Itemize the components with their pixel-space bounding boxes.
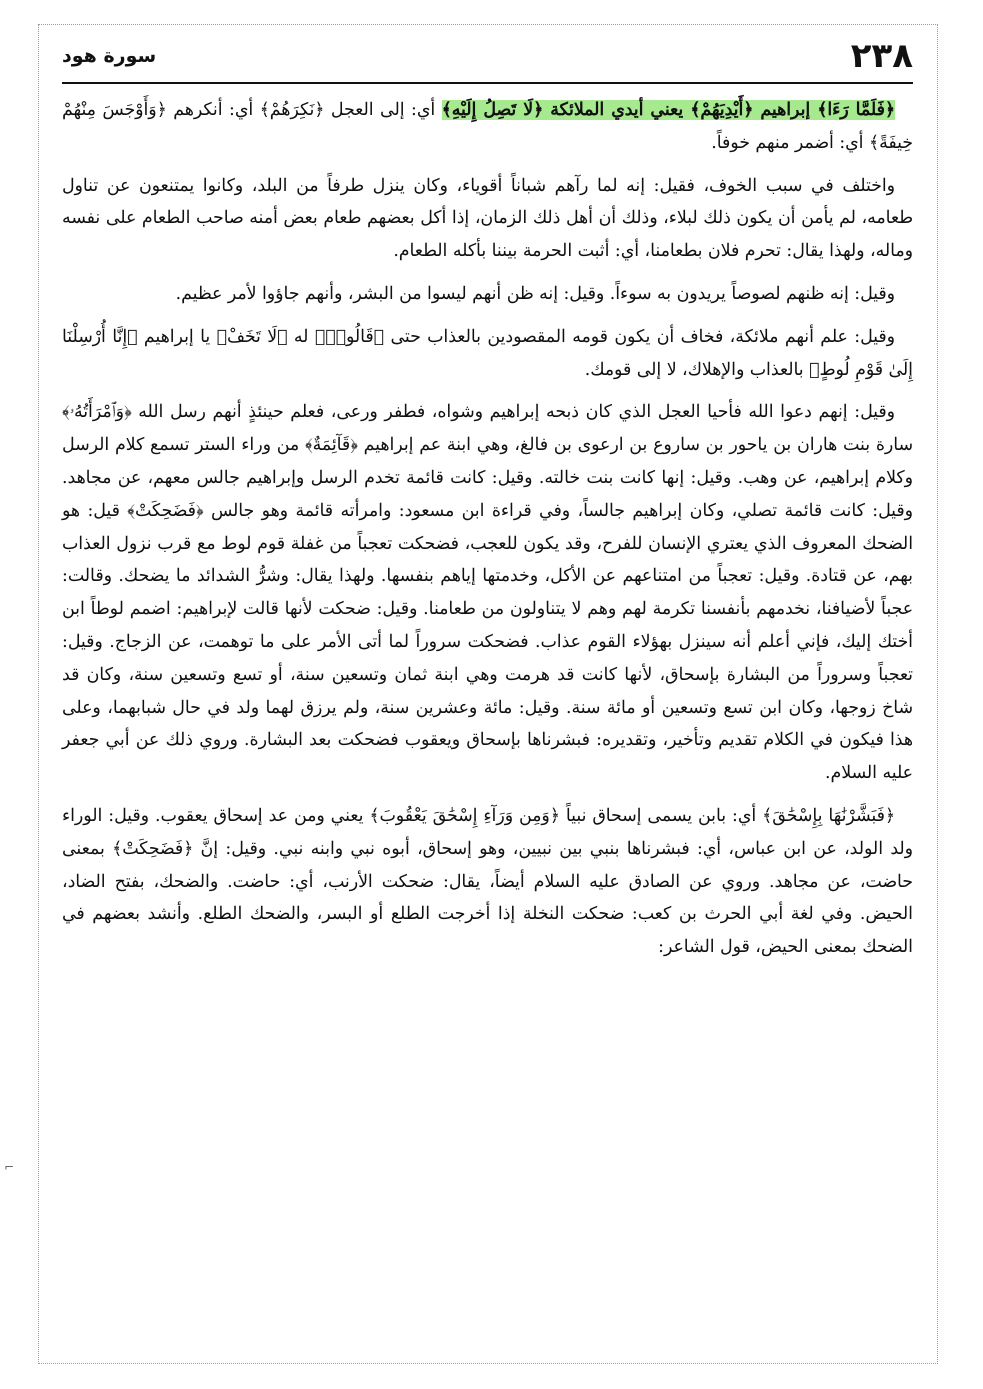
paragraph-text: أي: إلى العجل ﴿نَكِرَهُمْ﴾ أي: أنكرهم ﴿وَأَوْجَسَ مِنْهُمْ خِيفَةً﴾ أي: أضمر منهم خوفاً. <box>62 100 913 153</box>
paragraph-3 <box>62 278 913 311</box>
margin-mark: ⌐ <box>4 1160 15 1174</box>
paragraph-6 <box>62 800 913 964</box>
paragraph-text: وقيل: علم أنهم ملائكة، فخاف أن يكون قومه المقصودين بالعذاب حتى ﴿قَالُوا۟﴾ له ﴿لَا تَخَفْ﴾ يا إبراهيم ﴿إِنَّا أُرْسِلْنَا إِلَىٰ قَوْمِ لُوطٍ﴾ بالعذاب والإهلاك، لا إلى قومك. <box>62 326 913 380</box>
highlighted-text: ﴿فَلَمَّا رَءَا﴾ إبراهيم ﴿أَيْدِيَهُمْ﴾ يعني أيدي الملائكة ﴿لَا تَصِلُ إِلَيْهِ﴾ <box>441 100 895 120</box>
paragraph-text: وقيل: إنه ظنهم لصوصاً يريدون به سوءاً. وقيل: إنه ظن أنهم ليسوا من البشر، وأنهم جاؤوا لأمر عظيم. <box>175 283 895 304</box>
header-divider <box>62 82 913 84</box>
page-header <box>62 34 913 78</box>
paragraph-text: واختلف في سبب الخوف، فقيل: إنه لما رآهم شباناً أقوياء، وكان ينزل طرفاً من البلد، وكانوا يمتنعون عن تناول طعامه، لم يأمن أن يكون ذلك لبلاء، وذلك أن أهل ذلك الزمان، إذا أكل بعضهم طعام بعض أمنه صاحب الطعام على نفسه وماله، ولهذا يقال: تحرم فلان بطعامنا، أي: أثبت الحرمة بيننا بأكله الطعام. <box>62 175 913 262</box>
surah-title: سورة هود <box>62 45 157 67</box>
paragraph-text: وقيل: إنهم دعوا الله فأحيا العجل الذي كان ذبحه إبراهيم وشواه، فطفر ورعى، فعلم حينئذٍ أنهم رسل الله ﴿وَٱمْرَأَتُهُۥ﴾ سارة بنت هاران بن ياحور بن ساروع بن ارعوى بن فالغ، وهي ابنة عم إبراهيم ﴿قَآئِمَةٌ﴾ من وراء الستر تسمع كلام الرسل وكلام إبراهيم، عن وهب. وقيل: إنها كانت بنت خالته. وقيل: كانت قائمة تخدم الرسل وإبراهيم جالس معهم، عن مجاهد. وقيل: كانت قائمة تصلي، وكان إبراهيم جالساً، وفي قراءة ابن مسعود: وامرأته قائمة وهو جالس ﴿فَضَحِكَتْ﴾ قيل: هو الضحك المعروف الذي يعتري الإنسان للفرح، وقد يكون للعجب، فضحكت تعجباً من غفلة قوم لوط مع قرب نزول العذاب بهم، عن قتادة. وقيل: تعجباً من امتناعهم عن الأكل، وخدمتها إياهم بنفسها. ولهذا يقال: وشرُّ الشدائد ما يضحك. وقالت: عجباً لأضيافنا، نخدمهم بأنفسنا تكرمة لهم وهم لا يتناولون من طعامنا. وقيل: ضحكت لأنها قالت لإبراهيم: اضمم لوطاً ابن أختك إليك، فإني أعلم أنه سينزل بهؤلاء القوم عذاب. فضحكت سروراً لما أتى الأمر على ما توهمت، عن الزجاج. وقيل: تعجباً وسروراً من البشارة بإسحاق، لأنها كانت قد هرمت وهي ابنة ثمان وتسعين سنة، أو تسع وتسعين سنة، وكان قد شاخ زوجها، وكان ابن تسع وتسعين أو مائة سنة. وقيل: مائة وعشرين سنة، ولم يرزق لهما ولد في حال شبابهما، وعلى هذا فيكون في الكلام تقديم وتأخير، وتقديره: فبشرناها بإسحاق ويعقوب فضحكت بعد البشارة. وروي ذلك عن أبي جعفر عليه السلام. <box>62 402 913 784</box>
page-number: ٢٣٨ <box>850 36 913 76</box>
body-text <box>62 94 913 964</box>
paragraph-2 <box>62 170 913 268</box>
paragraph-5 <box>62 396 913 790</box>
paragraph-4 <box>62 321 913 387</box>
paragraph-1 <box>62 94 913 160</box>
paragraph-text: ﴿فَبَشَّرْنَٰهَا بِإِسْحَٰقَ﴾ أي: بابن يسمى إسحاق نبياً ﴿وَمِن وَرَآءِ إِسْحَٰقَ يَعْقُوبَ﴾ يعني ومن عد إسحاق يعقوب. وقيل: الوراء ولد الولد، عن ابن عباس، أي: فبشرناها بنبي بين نبيين، وهو إسحاق، أبوه نبي وابنه نبي. وقيل: إنَّ ﴿فَضَحِكَتْ﴾ بمعنى حاضت، عن مجاهد. وروي عن الصادق عليه السلام أيضاً، يقال: ضحكت الأرنب، أي: حاضت. والضحك، بفتح الضاد، الحيض. وفي لغة أبي الحرث بن كعب: ضحكت النخلة إذا أخرجت الطلع أو البسر، والضحك الطلع. وأنشد بعضهم في الضحك بمعنى الحيض، قول الشاعر: <box>62 805 913 958</box>
